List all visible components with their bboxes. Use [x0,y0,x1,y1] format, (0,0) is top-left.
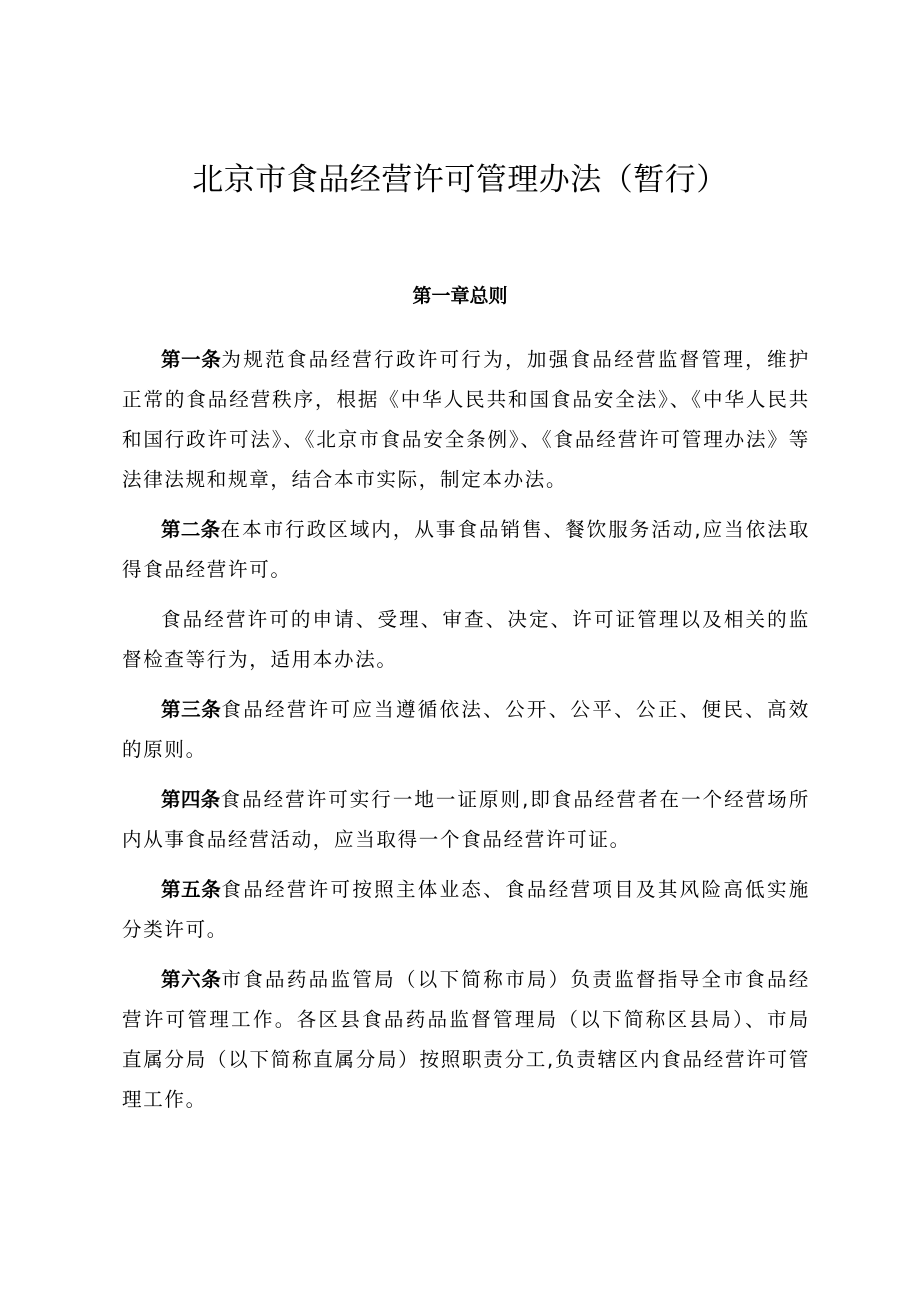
document-body [122,340,810,1130]
article-3-paragraph [122,690,810,770]
article-6-label: 第六条 [161,968,222,991]
article-1-text: 为规范食品经营行政许可行为，加强食品经营监督管理，维护正常的食品经营秩序，根据《中华人民共和国食品安全法》、《中华人民共和国行政许可法》、《北京市食品安全条例》、《食品经营许可管理办法》等法律法规和规章，结合本市实际，制定本办法。 [122,348,810,491]
chapter-heading: 第一章总则 [412,285,508,307]
article-2-continuation-text: 食品经营许可的申请、受理、审查、决定、许可证管理以及相关的监督检查等行为，适用本办法。 [122,608,810,671]
article-6-paragraph [122,960,810,1120]
document-title: 北京市食品经营许可管理办法（暂行） [192,162,728,198]
article-5-label: 第五条 [161,878,222,901]
article-5-paragraph [122,870,810,950]
article-5-text: 食品经营许可按照主体业态、食品经营项目及其风险高低实施分类许可。 [122,878,810,941]
article-1-label: 第一条 [161,348,222,371]
article-3-label: 第三条 [161,698,222,721]
article-2-label: 第二条 [161,518,221,541]
article-1-paragraph [122,340,810,500]
article-2-paragraph [122,510,810,590]
article-6-text: 市食品药品监管局（以下简称市局）负责监督指导全市食品经营许可管理工作。各区县食品药品监督管理局（以下简称区县局）、市局直属分局（以下简称直属分局）按照职责分工,负责辖区内食品经营许可管理工作。 [122,968,810,1111]
article-2-continuation-paragraph [122,600,810,680]
article-2-text: 在本市行政区域内，从事食品销售、餐饮服务活动,应当依法取得食品经营许可。 [122,518,810,581]
article-4-paragraph [122,780,810,860]
article-4-label: 第四条 [161,788,221,811]
article-4-text: 食品经营许可实行一地一证原则,即食品经营者在一个经营场所内从事食品经营活动，应当取得一个食品经营许可证。 [122,788,810,851]
article-3-text: 食品经营许可应当遵循依法、公开、公平、公正、便民、高效的原则。 [122,698,810,761]
